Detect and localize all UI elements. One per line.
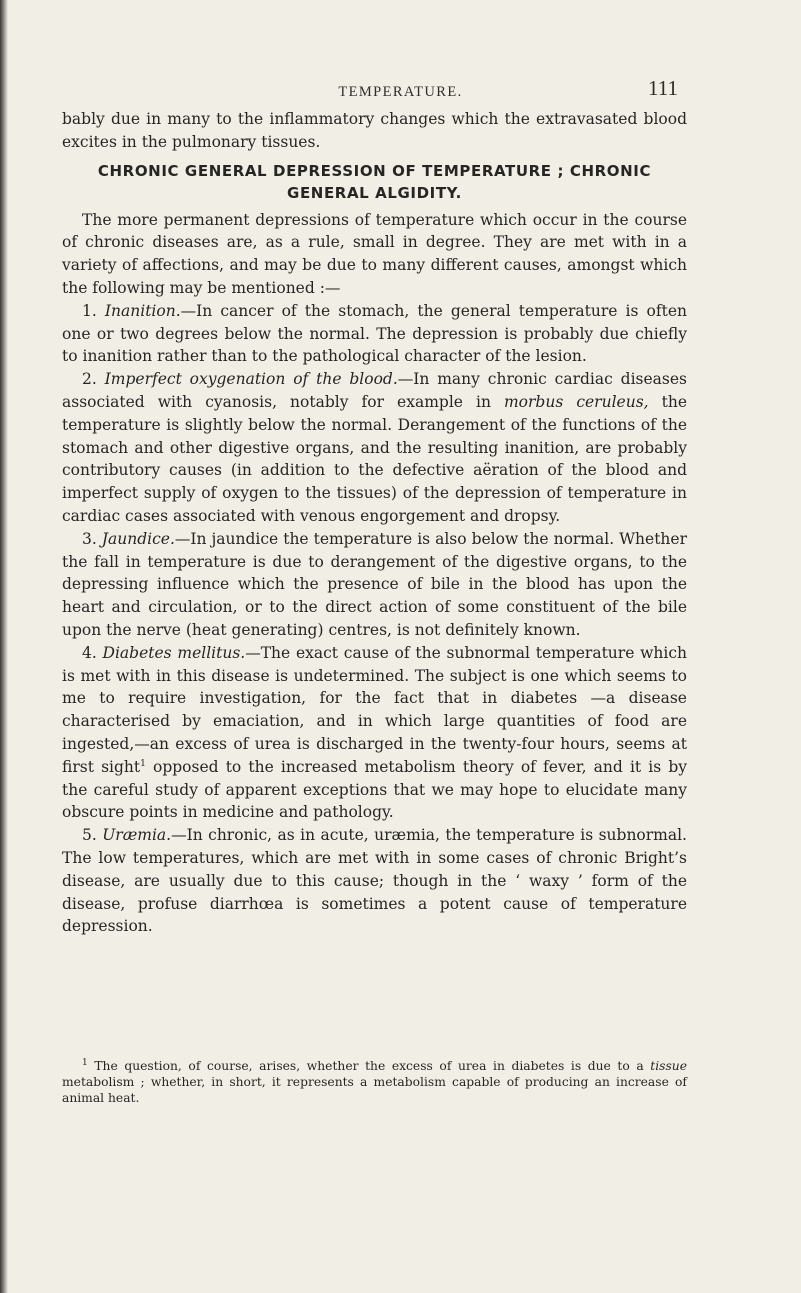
section-heading (62, 160, 687, 204)
item-text: —In cancer of the stomach, the general temperature is often one or two degrees below the normal. The depression is probably due chiefly to inanition rather than to the pathological character of the lesion. (62, 301, 688, 366)
item-number: 2. (82, 370, 97, 389)
body-text (62, 108, 687, 938)
section-heading-line-2: GENERAL ALGIDITY. (287, 183, 462, 202)
item-text: —In chronic, as in acute, uræmia, the temperature is subnormal. The low temperatures, which are met with in some cases of chronic Bright’s disease, are usually due to this cause; though in the ‘ waxy ’ form of the disease, profuse diarrhœa is sometimes a potent cause of temperature depression. (62, 826, 687, 936)
footnote-italic-term: tissue (650, 1059, 687, 1073)
item-jaundice (62, 528, 687, 642)
item-title: Imperfect oxygenation of the blood. (104, 370, 398, 389)
item-number: 3. (82, 529, 97, 548)
item-uraemia (62, 824, 687, 938)
item-text: —In many chronic cardiac diseases associated with cyanosis, notably for example in (62, 370, 687, 411)
item-text: —In jaundice the temperature is also below the normal. Whether the fall in temperature is due to derangement of the digestive organs, to the depressing influence which the presence of bile in the blood has upon the heart and circulation, or to the direct action of some constituent of the bile upon the nerve (heat generating) centres, is not definitely known. (62, 529, 688, 639)
item-inanition (62, 300, 687, 368)
item-title: Inanition. (104, 301, 181, 320)
section-heading-line-1: CHRONIC GENERAL DEPRESSION OF TEMPERATURE ; CHRONIC (97, 161, 652, 180)
item-imperfect-oxygenation (62, 368, 687, 528)
continuation-paragraph: bably due in many to the inflammatory changes which the extravasated blood excites in the pulmonary tissues. (62, 110, 687, 151)
page-number: 111 (648, 76, 678, 100)
footnote-marker: 1 (82, 1057, 88, 1068)
item-text-continued: the temperature is slightly below the normal. Derangement of the functions of the stomach and other digestive organs, and the resulting inanition, are probably contributory causes (in addition to the defective aëration of the blood and imperfect supply of oxygen to the tissues) of the depression of temperature in cardiac cases associated with venous engorgement and dropsy. (62, 392, 688, 525)
italic-term: morbus ceruleus, (503, 392, 649, 411)
item-title: Uræmia. (102, 826, 172, 845)
item-title: Jaundice. (101, 529, 175, 548)
item-number: 1. (82, 301, 97, 320)
item-diabetes-mellitus (62, 642, 687, 824)
item-text: —The exact cause of the subnormal temperature which is met with in this disease is undetermined. The subject is one which seems to me to require investigation, for the fact that in diabetes —a disease characterised by emaciation, and in which large quantities of food are ingested,—an excess of urea is discharged in the twenty-four hours, seems at first sight (62, 643, 687, 776)
running-head: TEMPERATURE. (338, 84, 463, 100)
footnote-text-continued: metabolism ; whether, in short, it represents a metabolism capable of producing an increase of animal heat. (62, 1075, 687, 1106)
footnote-reference[interactable]: 1 (140, 758, 146, 769)
footnote (62, 1058, 687, 1107)
item-title: Diabetes mellitus. (102, 643, 246, 662)
footnote-text: The question, of course, arises, whether the excess of urea in diabetes is due to a (87, 1059, 651, 1073)
footnotes (62, 1058, 687, 1107)
item-number: 4. (82, 643, 97, 662)
intro-paragraph: The more permanent depressions of temperature which occur in the course of chronic diseases are, as a rule, small in degree. They are met with in a variety of affections, and may be due to many different causes, amongst which the following may be mentioned :— (62, 210, 687, 297)
item-text-continued: opposed to the increased metabolism theory of fever, and it is by the careful study of apparent exceptions that we may hope to elucidate many obscure points in medicine and pathology. (62, 757, 687, 822)
item-number: 5. (82, 826, 97, 845)
